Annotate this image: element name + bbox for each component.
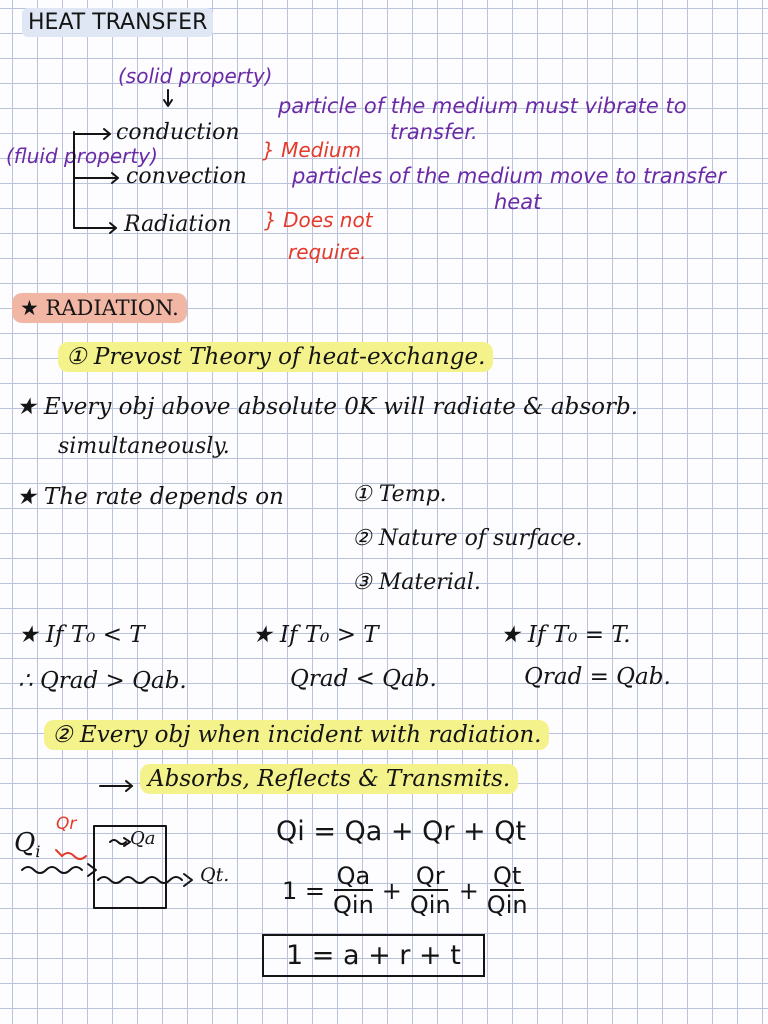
point2-result: Absorbs, Reflects & Transmits. [140,768,518,791]
case-2-condition: ★ If T₀ > T [252,622,379,648]
radiation-label: Radiation [124,212,232,237]
qr-label: Qr [56,814,77,834]
conduction-note: particle of the medium must vibrate to [278,94,687,118]
qa-label: Qa [130,828,156,849]
eq2-lhs: 1 = [282,876,326,905]
solid-property-note: (solid property) [118,64,273,88]
transmitted-wave [98,877,182,883]
plus-sign: + [458,876,479,905]
case-1-result: ∴ Qrad > Qab. [18,668,187,694]
statement-simultaneously: simultaneously. [58,434,230,459]
case-3-result: Qrad = Qab. [524,664,671,690]
page-title: HEAT TRANSFER [22,12,213,34]
radiation-brace: } Does not [264,208,373,232]
convection-note-line2: heat [494,190,542,214]
statement-radiate-absorb: ★ Every obj above absolute 0K will radiate & absorb. [16,394,639,420]
rate-intro: ★ The rate depends on [16,484,284,510]
rate-factor-surface: ② Nature of surface. [352,526,583,551]
reflected-wave [62,853,86,859]
fraction-qa: $\frac{Qa}{\text{Qin}}$ [333,862,374,919]
convection-note: particles of the medium move to transfer [292,164,726,188]
incident-wave [22,867,82,873]
radiation-header: ★ RADIATION. [12,298,187,319]
case-2-result: Qrad < Qab. [290,666,437,692]
point2-heading: ② Every obj when incident with radiation. [44,724,549,747]
convection-label: convection [126,164,247,189]
radiation-brace-line2: require. [288,240,367,264]
fraction-qt: $\frac{Qt}{\text{Qin}}$ [486,862,528,919]
rate-factor-temp: ① Temp. [352,482,447,507]
fluid-property-note: (fluid property) [6,144,158,168]
conduction-label: conduction [116,120,240,145]
fraction-qr: $\frac{Qr}{\text{Qin}}$ [409,862,451,919]
medium-brace: } Medium [262,138,362,162]
case-1-condition: ★ If T₀ < T [18,622,145,648]
slab-box [94,826,166,908]
qi-label: $Q_i$ [14,828,41,862]
conduction-note-line2: transfer. [390,120,478,144]
equation-boxed: 1 = a + r + t [262,934,485,977]
rate-factor-material: ③ Material. [352,570,481,595]
prevost-theory-heading: ① Prevost Theory of heat-exchange. [58,346,493,369]
equation-heat-balance: Qi = Qa + Qr + Qt [276,816,527,847]
qt-label: Qt. [200,864,230,886]
plus-sign: + [381,876,402,905]
case-3-condition: ★ If T₀ = T. [500,622,631,648]
